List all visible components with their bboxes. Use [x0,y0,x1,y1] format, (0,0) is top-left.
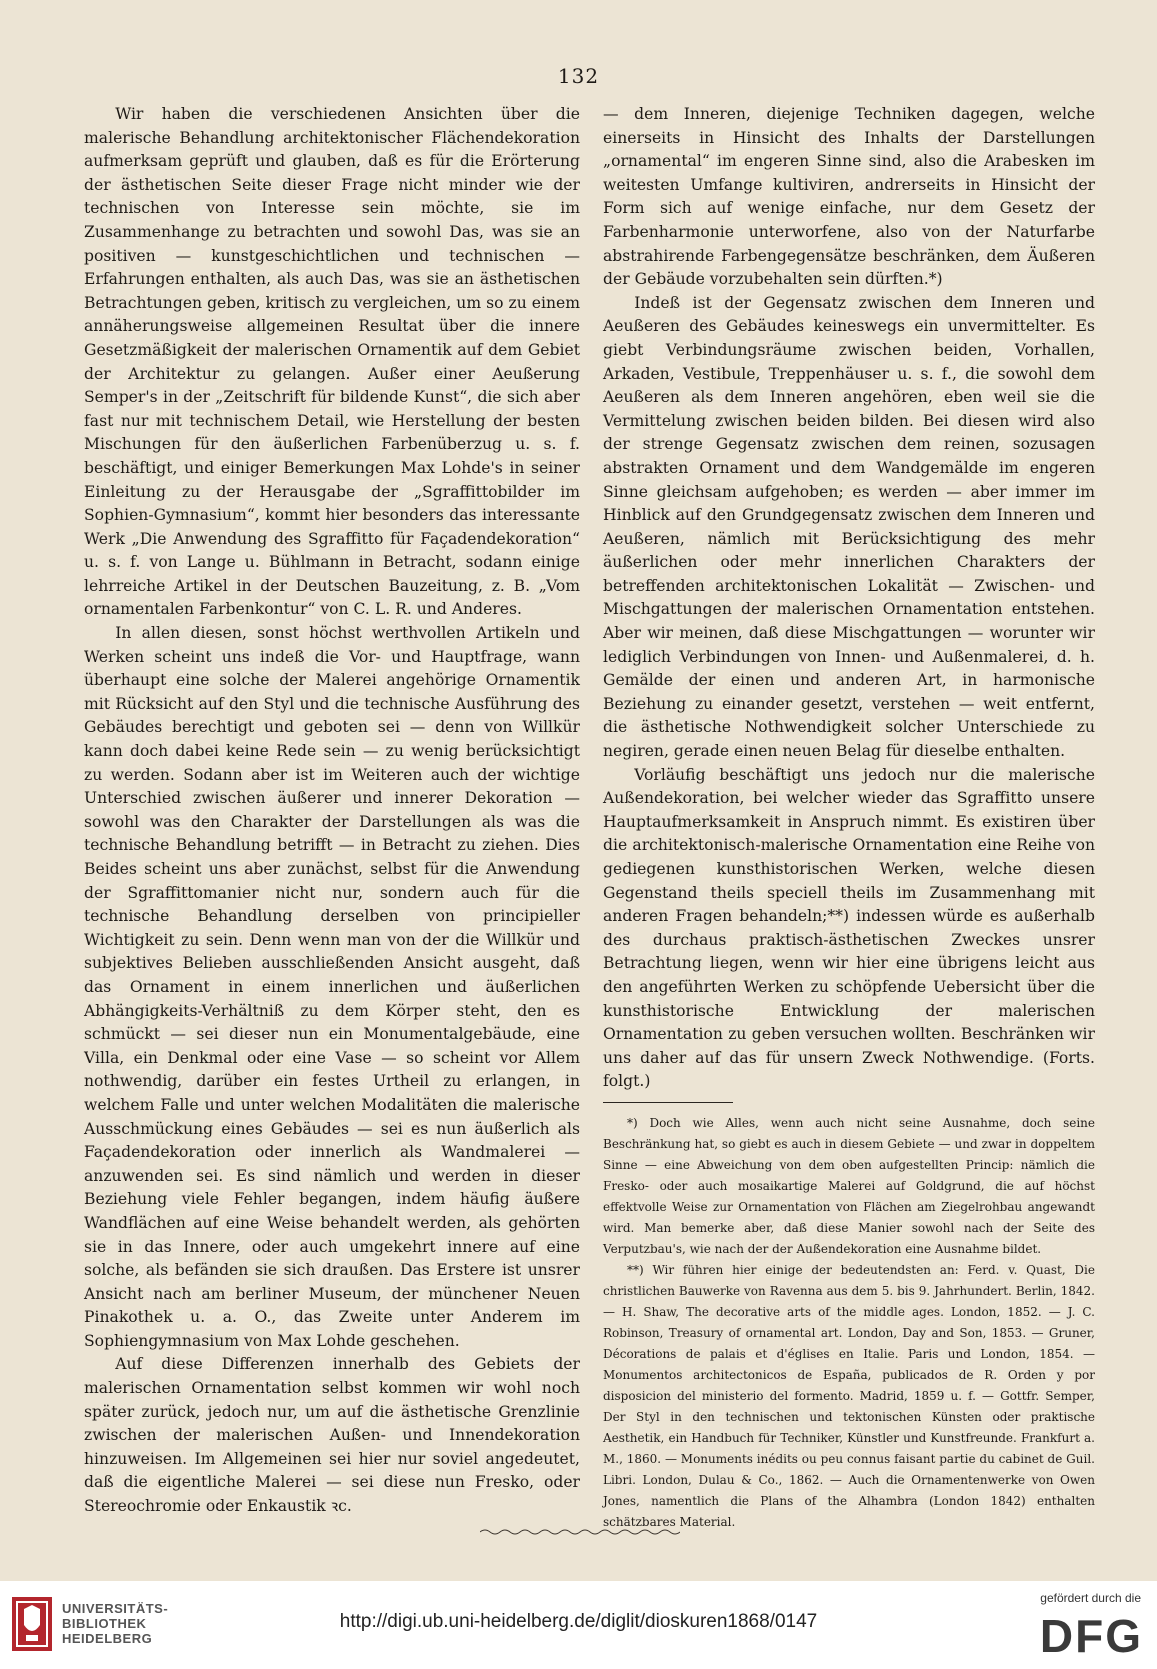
footnotes [603,1113,1095,1533]
paragraph: — dem Inneren, diejenige Techniken dagegen, welche einerseits in Hinsicht des Inhalts der Darstellungen „ornamental“ im engeren Sinne sind, also die Arabesken im weitesten Umfange kultiviren, andrerseits in Hinsicht der Form sich auf wenige einfache, nur dem Gesetz der Farbenharmonie unterworfene, also von der Naturfarbe abstrahirende Farbengegensätze beschränken, dem Äußeren der Gebäude vorzubehalten sein dürften.*) [603,105,1095,289]
footer [0,1581,1157,1669]
paragraph: Vorläufig beschäftigt uns jedoch nur die malerische Außendekoration, bei welcher wieder das Sgraffitto unsere Hauptaufmerksamkeit in Anspruch nimmt. Es existiren über die architektonisch-malerische Ornamentation eine Reihe von gediegenen kunsthistorischen Werken, welche diesen Gegenstand theils speciell theils im Zusammenhang mit anderen Fragen behandeln;**) indessen würde es außerhalb des durchaus praktisch-ästhetischen Zweckes unsrer Betrachtung liegen, wenn wir hier eine übrigens leicht aus den angeführten Werken zu schöpfende Uebersicht über die kunsthistorische Entwicklung der malerischen Ornamentation zu geben versuchen wollten. Beschränken wir uns daher auf das für unsern Zweck Nothwendige. (Forts. folgt.) [603,765,1095,1091]
university-name: UNIVERSITÄTS- BIBLIOTHEK HEIDELBERG [62,1601,169,1646]
footnote-rule [603,1102,733,1103]
page-number: 132 [557,64,600,88]
sponsor-label: gefördert durch die [1040,1591,1141,1605]
paragraph: Indeß ist der Gegensatz zwischen dem Inneren und Aeußeren des Gebäudes keineswegs ein unvermittelter. Es giebt Verbindungsräume zwischen beiden, Vorhallen, Arkaden, Vestibule, Treppenhäuser u. s. f., die sowohl dem Aeußeren als dem Inneren angehören, eben weil sie die Vermittelung zwischen beiden bilden. Bei diesen wird also der strenge Gegensatz zwischen dem reinen, sozusagen abstrakten Ornament und dem Wandgemälde im engeren Sinne gleichsam aufgehoben; es werden — aber immer im Hinblick auf den Grundgegensatz zwischen dem Inneren und Aeußeren, nämlich mit Berücksichtigung des mehr äußerlichen oder mehr innerlichen Charakters der betreffenden architektonischen Lokalität — Zwischen- und Mischgattungen der malerischen Ornamentation entstehen. Aber wir meinen, daß diese Mischgattungen — worunter wir lediglich Verbindungen von Innen- und Außenmalerei, d. h. Gemälde der einen und anderen Art, in harmonische Beziehung zu einander gesetzt, verstehen — weit entfernt, die ästhetische Nothwendigkeit solcher Unterschiede zu negiren, gerade einen neuen Belag für dieselbe enthalten. [603,293,1095,761]
footnote: **) Wir führen hier einige der bedeutendsten an: Ferd. v. Quast, Die christlichen Bauwerke von Ravenna aus dem 5. bis 9. Jahrhundert. Berlin, 1842. — H. Shaw, The decorative arts of the middle ages. London, 1852. — J. C. Robinson, Treasury of ornamental art. London, Day and Son, 1853. — Gruner, Décorations de palais et d'églises en Italie. Paris und London, 1854. — Monumentos architectonicos de España, publicados de R. Orden y por disposicion del ministerio del formento. Madrid, 1859 u. f. — Gottfr. Semper, Der Styl in den technischen und tektonischen Künsten oder praktische Aesthetik, ein Handbuch für Techniker, Künstler und Kunstfreunde. Frankfurt a. M., 1860. — Monuments inédits ou peu connus faisant partie du cabinet de Guil. Libri. London, Dulau & Co., 1862. — Auch die Ornamentenwerke von Owen Jones, namentlich die Plans of the Alhambra (London 1842) enthalten schätzbares Material. [603,1262,1095,1529]
dfg-logo: DFG [1039,1610,1143,1662]
source-url[interactable]: http://digi.ub.uni-heidelberg.de/diglit/dioskuren1868/0147 [339,1611,818,1632]
paragraph: In allen diesen, sonst höchst werthvollen Artikeln und Werken scheint uns indeß die Vor- und Hauptfrage, wann überhaupt eine solche der Malerei angehörige Ornamentik mit Rücksicht auf den Styl und die technische Ausführung des Gebäudes berechtigt und geboten sei — denn von Willkür kann doch dabei keine Rede sein — zu wenig berücksichtigt zu werden. Sodann aber ist im Weiteren auch der wichtige Unterschied zwischen äußerer und innerer Dekoration — sowohl was den Charakter der Darstellungen als was die technische Behandlung betrifft — in Betracht zu ziehen. Dies Beides scheint uns aber zunächst, selbst für die Anwendung der Sgraffittomanier nicht nur, sondern auch für die technische Behandlung derselben von principieller Wichtigkeit zu sein. Denn wenn man von der die Willkür und subjektives Belieben ausschließenden Ansicht ausgeht, daß das Ornament in einem innerlichen und äußerlichen Abhängigkeits-Verhältniß zu dem Körper steht, den es schmückt — sei dieser nun ein Monumentalgebäude, eine Villa, ein Denkmal oder eine Vase — so scheint vor Allem nothwendig, darüber ein festes Urtheil zu erlangen, in welchem Falle und unter welchen Modalitäten die malerische Ausschmückung eines Gebäudes — sei es nun äußerlich als Façadendekoration oder innerlich als Wandmalerei — anzuwenden sei. Es sind nämlich und werden in dieser Beziehung viele Fehler begangen, indem häufig äußere Wandflächen auf eine Weise behandelt werden, als gehörten sie in das Innere, oder auch umgekehrt innere auf eine solche, als befänden sie sich draußen. Das Erstere ist unsrer Ansicht nach am berliner Museum, der münchener Neuen Pinakothek u. a. O., das Zweite unter Anderem im Sophiengymnasium von Max Lohde geschehen. [84,624,580,1350]
paragraph: Wir haben die verschiedenen Ansichten über die malerische Behandlung architektonischer Flächendekoration aufmerksam geprüft und glauben, daß es für die Erörterung der ästhetischen Seite dieser Frage nicht minder wie der technischen von Interesse sein möchte, sie im Zusammenhange zu betrachten und sowohl Das, was sie an positiven — kunstgeschichtlichen und technischen — Erfahrungen enthalten, als auch Das, was sie an ästhetischen Betrachtungen geben, kritisch zu vergleichen, um so zu einem annäherungsweise allgemeinen Resultat über die innere Gesetzmäßigkeit der malerischen Ornamentik auf dem Gebiet der Architektur zu gelangen. Außer einer Aeußerung Semper's in der „Zeitschrift für bildende Kunst“, die sich aber fast nur mit technischem Detail, wie Herstellung der besten Mischungen für den äußerlichen Farbenüberzug u. s. f. beschäftigt, und einiger Bemerkungen Max Lohde's in seiner Einleitung zu der Herausgabe der „Sgraffittobilder im Sophien-Gymnasium“, kommt hier besonders das interessante Werk „Die Anwendung des Sgraffitto für Façadendekoration“ u. s. f. von Lange u. Bühlmann in Betracht, sodann einige lehrreiche Artikel in der Deutschen Bauzeitung, z. B. „Vom ornamentalen Farbenkontur“ von C. L. R. und Anderes. [84,105,580,619]
bottom-ornament [480,1528,680,1536]
right-column [603,103,1095,1533]
paragraph: Auf diese Differenzen innerhalb des Gebiets der malerischen Ornamentation selbst kommen wir wohl noch später zurück, jedoch nur, um auf die ästhetische Grenzlinie zwischen der malerischen Außen- und Innendekoration hinzuweisen. Im Allgemeinen sei hier nur soviel angedeutet, daß die eigentliche Malerei — sei diese nun Fresko, oder Stereochromie oder Enkaustik ꝛc. [84,1355,580,1516]
left-column [84,103,580,1519]
footnote: *) Doch wie Alles, wenn auch nicht seine Ausnahme, doch seine Beschränkung hat, so giebt es auch in diesem Gebiete — und zwar in doppeltem Sinne — eine Abweichung von dem oben aufgestellten Princip: nämlich die Fresko- oder auch mosaikartige Malerei auf Goldgrund, die auf höchst effektvolle Weise zur Ornamentation von Flächen am Ziegelrohbau angewandt wird. Man bemerke aber, daß diese Manier sowohl nach der Seite des Verputzbau's, wie nach der der Außendekoration eine Ausnahme bildet. [603,1115,1095,1256]
